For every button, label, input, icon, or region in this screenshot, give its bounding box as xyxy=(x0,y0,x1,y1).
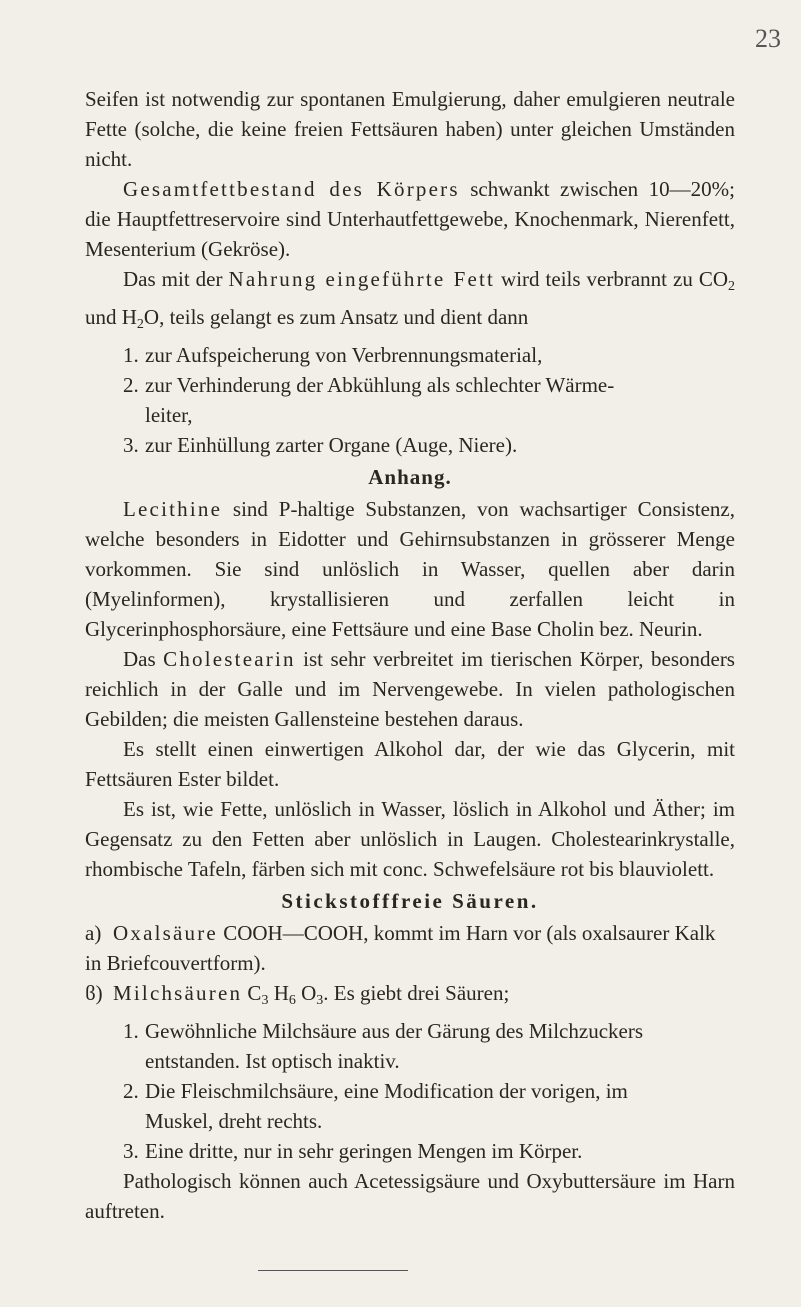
heading-stickstofffreie-saeuren: Stickstofffreie Säuren. xyxy=(281,889,539,913)
term-cholestearin: Cholestearin xyxy=(163,647,296,671)
list-number: 2. xyxy=(123,1079,139,1103)
subscript-co2: 2 xyxy=(728,279,736,294)
subscript-o: 3 xyxy=(316,993,324,1008)
heading-anhang: Anhang. xyxy=(368,465,452,489)
list-text: Eine dritte, nur in sehr geringen Mengen im Körper. xyxy=(145,1139,583,1163)
paragraph-gesamtfett xyxy=(85,174,735,264)
gesamtfett-text: schwankt zwischen 10—20%; die Hauptfettreservoire sind Unterhautfettgewebe, Knochenmark, Nierenfett, Mesenterium (Gekröse). xyxy=(85,177,735,261)
subscript-c: 3 xyxy=(261,993,269,1008)
term-milchsaeuren: Milchsäuren xyxy=(113,981,243,1005)
paragraph-cholestearin xyxy=(85,644,735,734)
list-number: 3. xyxy=(123,433,139,457)
formula-o: O xyxy=(295,981,317,1005)
list-item xyxy=(85,1076,735,1136)
formula-h: H xyxy=(268,981,289,1005)
list-text: Die Fleischmilchsäure, eine Modification der vorigen, im xyxy=(145,1079,628,1103)
list-text-continued: Muskel, dreht rechts. xyxy=(145,1109,323,1133)
list-text: zur Einhüllung zarter Organe (Auge, Niere). xyxy=(145,433,518,457)
list-item xyxy=(85,340,735,370)
list-number: 3. xyxy=(123,1139,139,1163)
item-oxalsaeure xyxy=(85,918,735,978)
item-marker: a) xyxy=(85,921,102,945)
list-text: zur Aufspeicherung von Verbrennungsmaterial, xyxy=(145,343,543,367)
cholestearin-text: ist sehr verbreitet im tierischen Körper, besonders reichlich in der Galle und im Nervengewebe. In vielen pathologischen Gebilden; die meisten Gallensteine bestehen daraus. xyxy=(85,647,735,731)
list-item xyxy=(85,430,735,460)
oxalsaeure-text: COOH—COOH, kommt im Harn vor (als oxalsaurer Kalk in Briefcouvertform). xyxy=(85,921,716,975)
item-marker: ϐ) xyxy=(85,981,103,1005)
list-number: 2. xyxy=(123,373,139,397)
item-milchsaeuren xyxy=(85,978,735,1016)
list-text: Gewöhnliche Milchsäure aus der Gärung des Milchzuckers xyxy=(145,1019,644,1043)
milchsaeuren-text: . Es giebt drei Säuren; xyxy=(323,981,510,1005)
end-rule xyxy=(258,1270,408,1271)
list-number: 1. xyxy=(123,343,139,367)
nahrung-text-b: und H xyxy=(85,305,137,329)
paragraph-lecithine xyxy=(85,494,735,644)
milchsaeure-list xyxy=(85,1016,735,1166)
formula-c: C xyxy=(242,981,262,1005)
term-oxalsaeure: Oxalsäure xyxy=(113,921,218,945)
term-lecithine: Lecithine xyxy=(123,497,223,521)
page-number: 23 xyxy=(755,24,781,53)
subscript-h: 6 xyxy=(288,993,296,1008)
subscript-h2o: 2 xyxy=(136,317,144,332)
paragraph-nahrung xyxy=(85,264,735,340)
term-gesamtfettbestand: Gesamtfettbestand des Körpers xyxy=(123,177,460,201)
list-text: zur Verhinderung der Abkühlung als schlechter Wärme- xyxy=(145,373,615,397)
nahrung-text-c: O, teils gelangt es zum Ansatz und dient dann xyxy=(143,305,529,329)
term-nahrung-fett: Nahrung eingeführte Fett xyxy=(228,267,496,291)
paragraph-alkohol: Es stellt einen einwertigen Alkohol dar, der wie das Glycerin, mit Fettsäuren Ester bildet. xyxy=(85,737,735,791)
fat-function-list xyxy=(85,340,735,460)
nahrung-text-a: wird teils verbrannt zu CO xyxy=(495,267,729,291)
list-number: 1. xyxy=(123,1019,139,1043)
lecithine-text: sind P-haltige Substanzen, von wachsartiger Consistenz, welche besonders in Eidotter und Gehirnsubstanzen in grösserer Menge vorkommen. Sie sind unlöslich in Wasser, quellen aber darin (Myelinformen), krystallisieren und zerfallen leicht in Glycerinphosphorsäure, eine Fettsäure und eine Base Cholin bez. Neurin. xyxy=(85,497,735,641)
paragraph-loeslichkeit: Es ist, wie Fette, unlöslich in Wasser, löslich in Alkohol und Äther; im Gegensatz zu den Fetten aber unlöslich in Laugen. Cholestearinkrystalle, rhombische Tafeln, färben sich mit conc. Schwefelsäure rot bis blauviolett. xyxy=(85,797,735,881)
paragraph-pathologisch: Pathologisch können auch Acetessigsäure und Oxybuttersäure im Harn auftreten. xyxy=(85,1169,735,1223)
list-text-continued: entstanden. Ist optisch inaktiv. xyxy=(145,1049,400,1073)
body-text xyxy=(85,84,735,1226)
list-text-continued: leiter, xyxy=(145,403,193,427)
list-item xyxy=(85,1136,735,1166)
list-item xyxy=(85,370,735,430)
nahrung-pre: Das mit der xyxy=(123,267,229,291)
cholestearin-pre: Das xyxy=(123,647,164,671)
list-item xyxy=(85,1016,735,1076)
intro-paragraph: Seifen ist notwendig zur spontanen Emulgierung, daher emulgieren neutrale Fette (solche, die keine freien Fettsäuren haben) unter gleichen Umständen nicht. xyxy=(85,87,735,171)
